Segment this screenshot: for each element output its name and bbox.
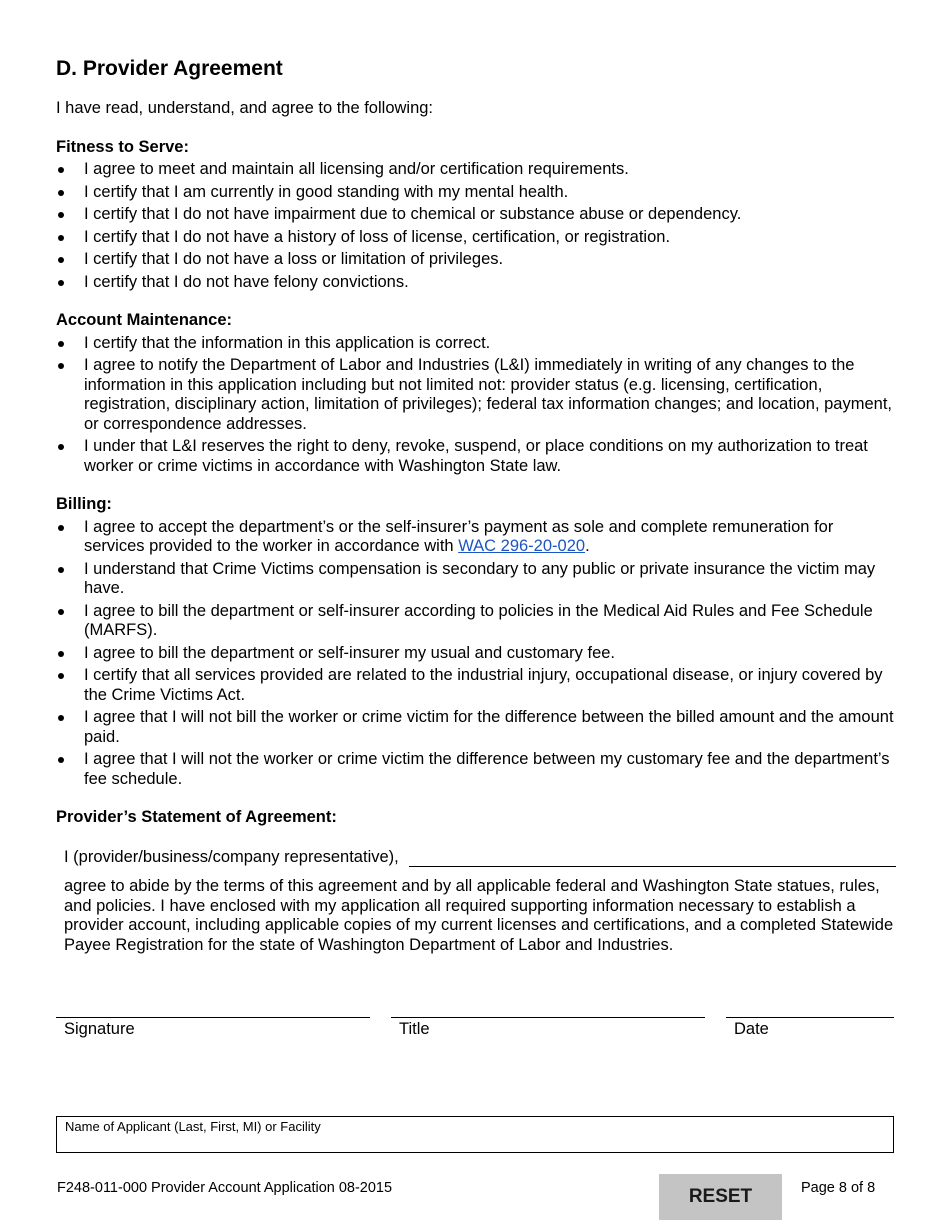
list-item: I agree to bill the department or self-insurer according to policies in the Medical Aid Rules and Fee Schedule (MARFS). [56, 602, 896, 641]
provider-agreement-page [56, 56, 896, 955]
list-item: I agree to bill the department or self-insurer my usual and customary fee. [56, 644, 896, 664]
signature-field[interactable] [56, 1017, 370, 1040]
list-item: I certify that the information in this application is correct. [56, 334, 896, 354]
applicant-name-label: Name of Applicant (Last, First, MI) or Facility [65, 1119, 321, 1134]
list-item: I agree that I will not the worker or crime victim the difference between my customary fee and the department’s fee schedule. [56, 750, 896, 789]
page-title: D. Provider Agreement [56, 57, 283, 80]
form-id: F248-011-000 Provider Account Application 08-2015 [57, 1180, 393, 1196]
fitness-heading: Fitness to Serve: [56, 137, 189, 156]
list-item [56, 518, 896, 557]
list-item: I certify that I do not have felony convictions. [56, 273, 896, 293]
title-label: Title [399, 1020, 430, 1038]
statement-heading: Provider’s Statement of Agreement: [56, 808, 337, 826]
list-item: I agree that I will not bill the worker or crime victim for the difference between the billed amount and the amount paid. [56, 708, 896, 747]
agreement-text: agree to abide by the terms of this agreement and by all applicable federal and Washington State statues, rules, and policies. I have enclosed with my application all required supporting information necessary to establish a provider account, including applicable copies of my current licenses and certifications, and a completed Statewide Payee Registration for the state of Washington Department of Labor and Industries. [64, 877, 894, 954]
list-item: I certify that I do not have impairment due to chemical or substance abuse or dependency. [56, 205, 896, 225]
list-item: I certify that I am currently in good standing with my mental health. [56, 183, 896, 203]
date-field[interactable] [726, 1017, 894, 1040]
billing-list [56, 518, 896, 790]
date-label: Date [734, 1020, 769, 1038]
reset-button[interactable]: RESET [659, 1174, 782, 1220]
representative-input[interactable] [409, 849, 896, 867]
title-field[interactable] [391, 1017, 705, 1040]
applicant-name-field[interactable] [56, 1116, 894, 1153]
billing-heading: Billing: [56, 495, 112, 513]
fitness-list [56, 160, 896, 292]
billing-item-end: . [585, 537, 590, 555]
list-item: I under that L&I reserves the right to deny, revoke, suspend, or place conditions on my authorization to treat worker or crime victims in accordance with Washington State law. [56, 437, 896, 476]
list-item: I understand that Crime Victims compensation is secondary to any public or private insurance the victim may have. [56, 560, 896, 599]
account-list [56, 334, 896, 477]
representative-line [56, 848, 896, 868]
intro-text: I have read, understand, and agree to the following: [56, 99, 434, 117]
billing-item-text: I agree to accept the department’s or the self-insurer’s payment as sole and complete remuneration for services provided to the worker in accordance with [84, 517, 834, 555]
list-item: I certify that all services provided are related to the industrial injury, occupational disease, or injury covered by the Crime Victims Act. [56, 666, 896, 705]
signature-row [56, 1017, 894, 1047]
list-item: I agree to notify the Department of Labor and Industries (L&I) immediately in writing of any changes to the information in this application including but not limited not: provider status (e.g. licensing, certification, registration, disciplinary action, limitation of privileges); federal tax information changes; and location, payment, or correspondence addresses. [56, 356, 896, 434]
representative-label: I (provider/business/company representative), [64, 847, 399, 866]
page-number: Page 8 of 8 [801, 1180, 876, 1196]
wac-link[interactable]: WAC 296-20-020 [458, 537, 586, 555]
signature-label: Signature [64, 1020, 135, 1038]
list-item: I agree to meet and maintain all licensing and/or certification requirements. [56, 160, 896, 180]
list-item: I certify that I do not have a history of loss of license, certification, or registration. [56, 228, 896, 248]
list-item: I certify that I do not have a loss or limitation of privileges. [56, 250, 896, 270]
account-heading: Account Maintenance: [56, 311, 233, 329]
